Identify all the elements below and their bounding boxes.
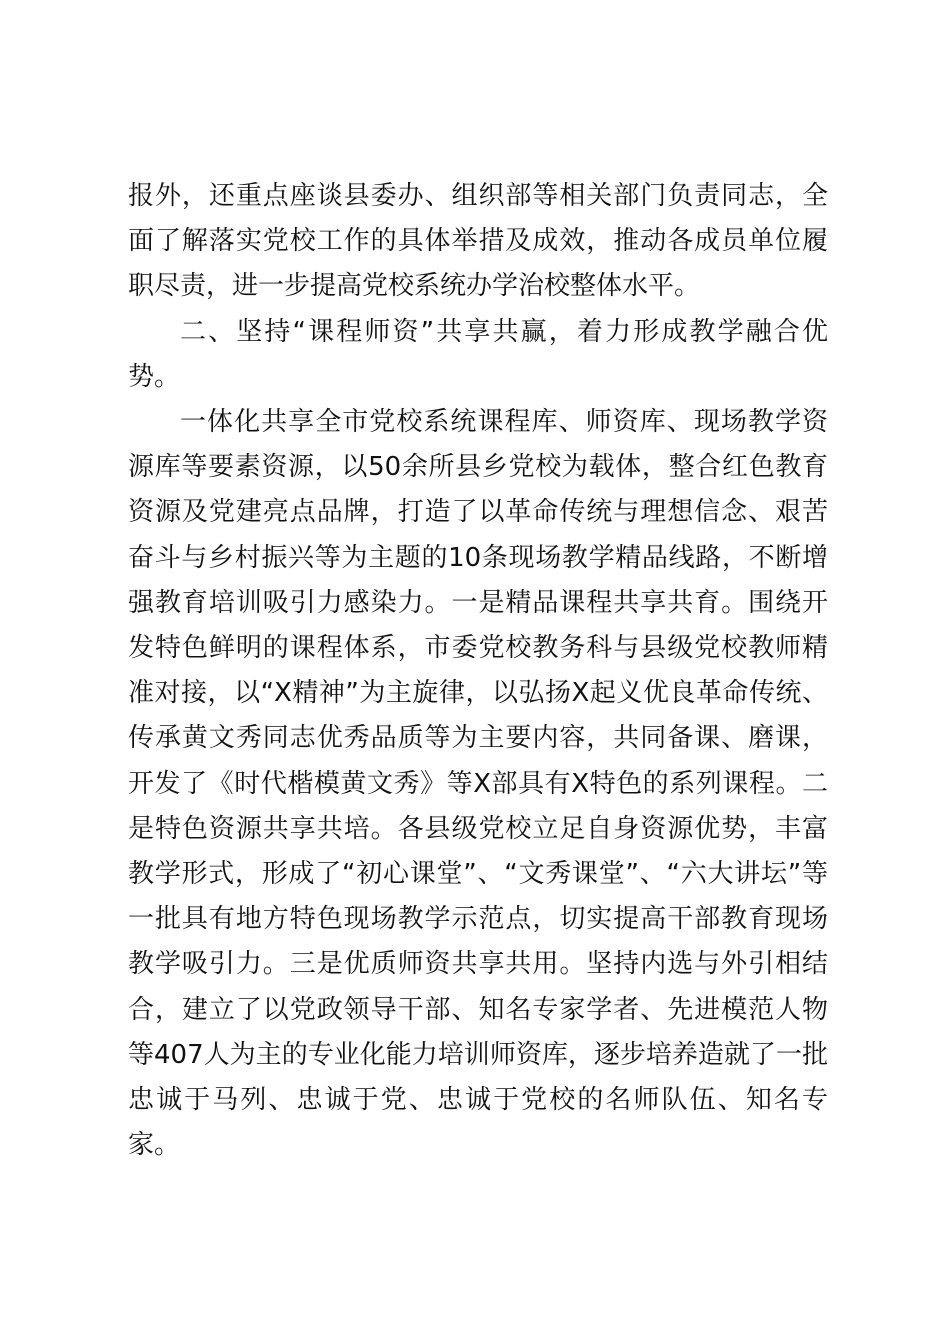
document-body [128, 174, 828, 1168]
section-heading: 二、坚持“课程师资”共享共赢，着力形成教学融合优势。 [128, 316, 828, 392]
paragraph-body: 一体化共享全市党校系统课程库、师资库、现场教学资源库等要素资源，以50余所县乡党校为载体，整合红色教育资源及党建亮点品牌，打造了以革命传统与理想信念、艰苦奋斗与乡村振兴等为主题的10条现场教学精品线路，不断增强教育培训吸引力感染力。一是精品课程共享共育。围绕开发特色鲜明的课程体系，市委党校教务科与县级党校教师精准对接，以“X精神”为主旋律，以弘扬X起义优良革命传统、传承黄文秀同志优秀品质等为主要内容，共同备课、磨课，开发了《时代楷模黄文秀》等X部具有X特色的系列课程。二是特色资源共享共培。各县级党校立足自身资源优势，丰富教学形式，形成了“初心课堂”、“文秀课堂”、“六大讲坛”等一批具有地方特色现场教学示范点，切实提高干部教育现场教学吸引力。三是优质师资共享共用。坚持内选与外引相结合，建立了以党政领导干部、知名专家学者、先进模范人物等407人为主的专业化能力培训师资库，逐步培养造就了一批忠诚于马列、忠诚于党、忠诚于党校的名师队伍、知名专家。 [128, 407, 828, 1161]
paragraph-continuation: 报外，还重点座谈县委办、组织部等相关部门负责同志，全面了解落实党校工作的具体举措及成效，推动各成员单位履职尽责，进一步提高党校系统办学治校整体水平。 [128, 181, 828, 302]
